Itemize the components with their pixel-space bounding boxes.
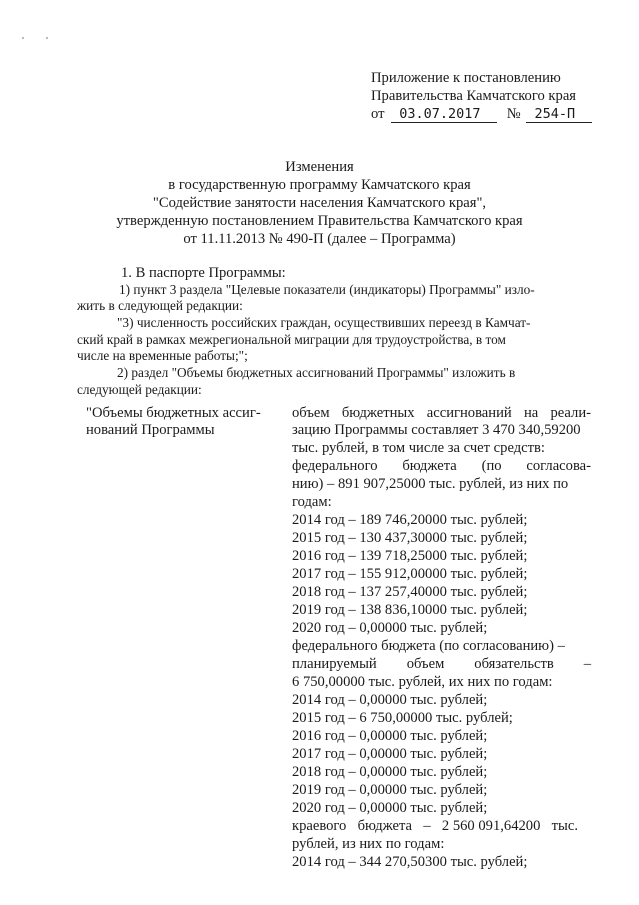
title-line-3: "Содействие занятости населения Камчатского края",: [152, 195, 487, 211]
title-line-1: Изменения: [285, 159, 354, 175]
table-right-line-6: годам:: [292, 494, 332, 510]
table-right-line-4: федерального бюджета (по согласова-: [292, 458, 591, 474]
scan-dot: [22, 37, 24, 39]
federal-2018: 2018 год – 137 257,40000 тыс. рублей;: [292, 584, 528, 600]
federal-2014: 2014 год – 189 746,20000 тыс. рублей;: [292, 512, 528, 528]
title-line-2: в государственную программу Камчатского края: [168, 177, 471, 193]
table-right-line-2: зацию Программы составляет 3 470 340,59200: [292, 422, 581, 438]
obligations-2015: 2015 год – 6 750,00000 тыс. рублей;: [292, 710, 513, 726]
appendix-line-1: Приложение к постановлению: [371, 70, 561, 86]
paragraph-4-line-2: следующей редакции:: [77, 382, 202, 397]
obligations-2016: 2016 год – 0,00000 тыс. рублей;: [292, 728, 488, 744]
obligations-2014: 2014 год – 0,00000 тыс. рублей;: [292, 692, 488, 708]
paragraph-3-line-1: "3) численность российских граждан, осуществивших переезд в Камчат-: [117, 315, 531, 330]
table-left-line-2: нований Программы: [86, 422, 215, 438]
obligations-line-2: планируемый объем обязательств –: [292, 656, 591, 672]
appendix-date-line: [371, 105, 592, 123]
regional-2014: 2014 год – 344 270,50300 тыс. рублей;: [292, 854, 528, 870]
scan-dot: [46, 37, 48, 39]
obligations-2019: 2019 год – 0,00000 тыс. рублей;: [292, 782, 488, 798]
table-left-line-1: "Объемы бюджетных ассиг-: [86, 405, 261, 421]
obligations-line-3: 6 750,00000 тыс. рублей, их них по годам:: [292, 674, 553, 690]
paragraph-4-line-1: 2) раздел "Объемы бюджетных ассигнований Программы" изложить в: [117, 365, 516, 380]
table-right-line-3: тыс. рублей, в том числе за счет средств:: [292, 440, 545, 456]
paragraph-2-line-1: 1) пункт 3 раздела "Целевые показатели (индикаторы) Программы" изло-: [119, 282, 535, 297]
federal-2015: 2015 год – 130 437,30000 тыс. рублей;: [292, 530, 528, 546]
table-right-line-5: нию) – 891 907,25000 тыс. рублей, из них по: [292, 476, 569, 492]
federal-2020: 2020 год – 0,00000 тыс. рублей;: [292, 620, 488, 636]
federal-2017: 2017 год – 155 912,00000 тыс. рублей;: [292, 566, 528, 582]
appendix-line-2: Правительства Камчатского края: [371, 88, 577, 104]
appendix-number: 254-П: [526, 106, 592, 123]
obligations-2020: 2020 год – 0,00000 тыс. рублей;: [292, 800, 488, 816]
from-label: от: [371, 106, 385, 122]
obligations-line-1: федерального бюджета (по согласованию) –: [292, 638, 565, 654]
paragraph-3-line-2: ский край в рамках межрегиональной миграции для трудоустройства, в том: [77, 332, 506, 347]
obligations-2017: 2017 год – 0,00000 тыс. рублей;: [292, 746, 488, 762]
paragraph-1: 1. В паспорте Программы:: [121, 265, 286, 281]
federal-2016: 2016 год – 139 718,25000 тыс. рублей;: [292, 548, 528, 564]
appendix-date: 03.07.2017: [391, 106, 497, 123]
federal-2019: 2019 год – 138 836,10000 тыс. рублей;: [292, 602, 528, 618]
regional-line-1: краевого бюджета – 2 560 091,64200 тыс.: [292, 818, 578, 834]
title-line-4: утвержденную постановлением Правительства Камчатского края: [116, 213, 523, 229]
paragraph-3-line-3: числе на временные работы;";: [77, 348, 248, 363]
obligations-2018: 2018 год – 0,00000 тыс. рублей;: [292, 764, 488, 780]
table-right-line-1: объем бюджетных ассигнований на реали-: [292, 405, 591, 421]
regional-line-2: рублей, из них по годам:: [292, 836, 445, 852]
number-sign: №: [506, 106, 521, 122]
paragraph-2-line-2: жить в следующей редакции:: [77, 298, 243, 313]
title-line-5: от 11.11.2013 № 490-П (далее – Программа): [183, 231, 456, 247]
